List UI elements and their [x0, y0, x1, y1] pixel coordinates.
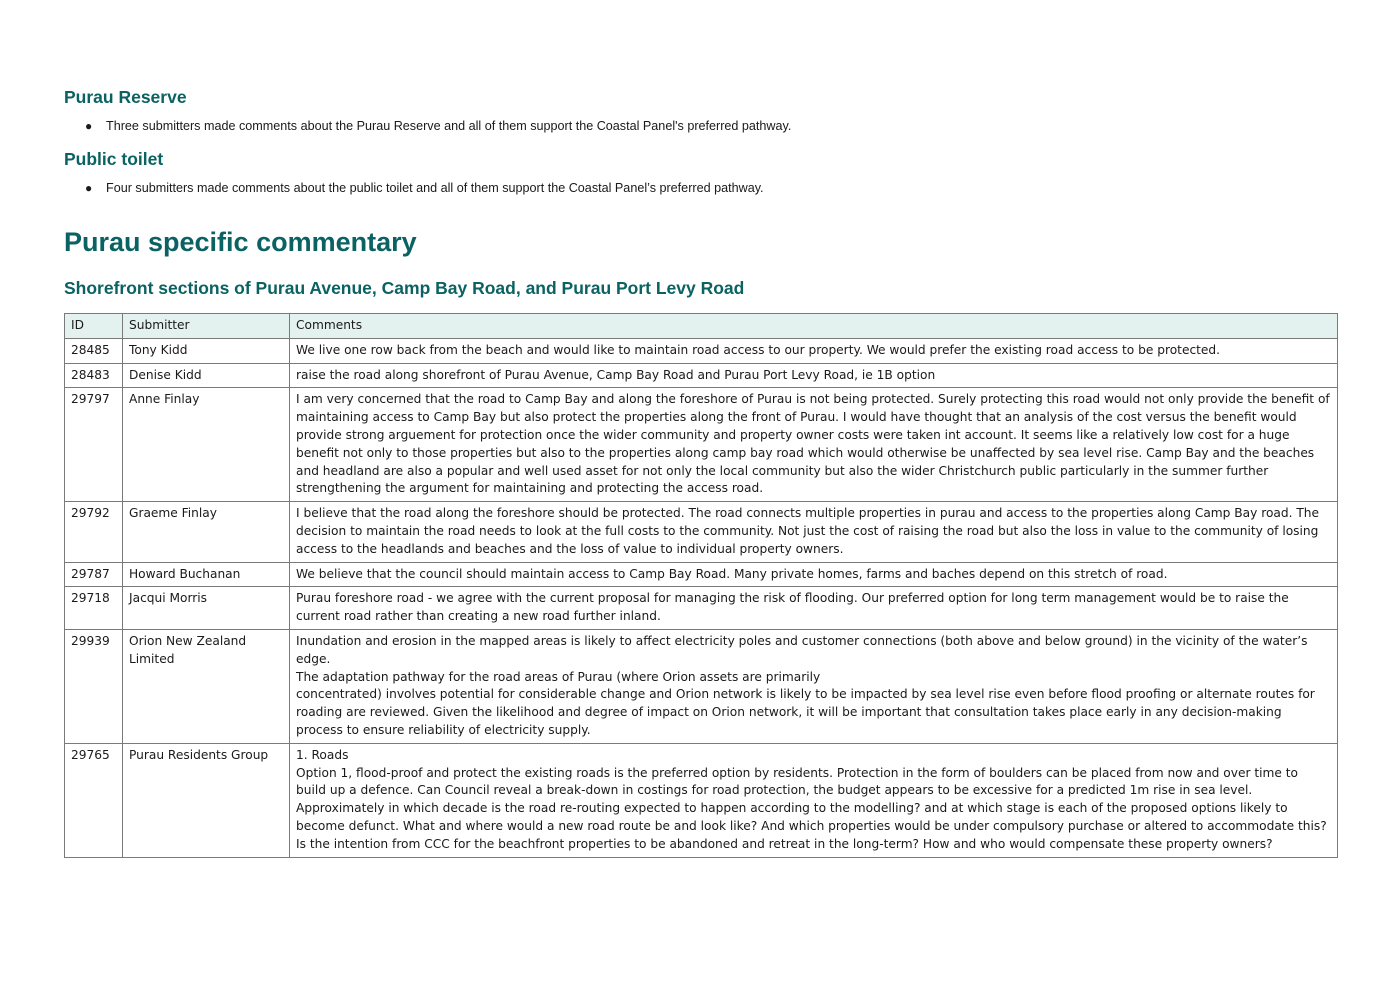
cell-id: 29797	[65, 388, 123, 502]
comment-paragraph: Approximately in which decade is the road re-routing expected to happen according to the modelling? and at which stage is each of the proposed options likely to become defunct. What and where would a new road route be and look like? And which properties would be under compulsory purchase or altered to accommodate this?	[296, 801, 1327, 833]
bullet-text: Four submitters made comments about the public toilet and all of them support the Coastal Panel’s preferred pathway.	[106, 181, 764, 195]
table-body	[65, 338, 1338, 857]
subheading-shorefront: Shorefront sections of Purau Avenue, Camp Bay Road, and Purau Port Levy Road	[64, 278, 745, 298]
cell-id: 29765	[65, 743, 123, 857]
table-header-row	[65, 314, 1338, 339]
cell-id: 28483	[65, 363, 123, 388]
table-row	[65, 388, 1338, 502]
comment-paragraph: The adaptation pathway for the road areas of Purau (where Orion assets are primarily	[296, 669, 821, 684]
comment-paragraph: Option 1, flood-proof and protect the existing roads is the preferred option by residents. Protection in the form of boulders can be placed from now and over time to build up a defence. Can Council reveal a break-down in costings for road protection, the budget appears to be excessive for a predicted 1m rise in sea level.	[296, 765, 1298, 798]
cell-comment	[290, 363, 1338, 388]
comment-paragraph: Inundation and erosion in the mapped areas is likely to affect electricity poles and customer connections (both above and below ground) in the vicinity of the water’s edge.	[296, 633, 1308, 666]
table-row	[65, 587, 1338, 630]
table-row	[65, 363, 1338, 388]
cell-comment	[290, 743, 1338, 857]
bullet-dot-icon: ●	[85, 119, 93, 133]
cell-submitter: Orion New Zealand Limited	[123, 629, 290, 743]
cell-id: 28485	[65, 338, 123, 363]
cell-comment	[290, 502, 1338, 562]
section-heading-purau-reserve: Purau Reserve	[64, 87, 187, 107]
cell-id: 29792	[65, 502, 123, 562]
cell-submitter: Tony Kidd	[123, 338, 290, 363]
cell-submitter: Graeme Finlay	[123, 502, 290, 562]
section-heading-public-toilet: Public toilet	[64, 149, 164, 169]
comment-paragraph: I believe that the road along the foreshore should be protected. The road connects multiple properties in purau and access to the properties along Camp Bay road. The decision to maintain the road needs to look at the full costs to the community. Not just the cost of raising the road but also the loss in value to the community of losing access to the headlands and beaches and the loss of value to individual property owners.	[296, 506, 1320, 556]
cell-comment	[290, 587, 1338, 630]
document-content	[64, 84, 1338, 858]
comment-paragraph: raise the road along shorefront of Purau Avenue, Camp Bay Road and Purau Port Levy Road, ie 1B option	[296, 367, 936, 382]
cell-id: 29718	[65, 587, 123, 630]
cell-comment	[290, 338, 1338, 363]
cell-comment	[290, 388, 1338, 502]
bullet-item	[64, 176, 1338, 200]
cell-id: 29939	[65, 629, 123, 743]
table-row	[65, 502, 1338, 562]
table-row	[65, 743, 1338, 857]
cell-submitter: Purau Residents Group	[123, 743, 290, 857]
column-header-submitter: Submitter	[123, 314, 290, 339]
column-header-id: ID	[65, 314, 123, 339]
cell-submitter: Howard Buchanan	[123, 562, 290, 587]
cell-id: 29787	[65, 562, 123, 587]
comment-paragraph: We believe that the council should maintain access to Camp Bay Road. Many private homes, farms and baches depend on this stretch of road.	[296, 566, 1168, 581]
table-row	[65, 562, 1338, 587]
bullet-dot-icon: ●	[85, 181, 93, 195]
comment-paragraph: We live one row back from the beach and would like to maintain road access to our property. We would prefer the existing road access to be protected.	[296, 342, 1221, 357]
table-row	[65, 629, 1338, 743]
comment-paragraph: Is the intention from CCC for the beachfront properties to be abandoned and retreat in the long-term? How and who would compensate these property owners?	[296, 836, 1273, 851]
cell-comment	[290, 562, 1338, 587]
comment-paragraph: Purau foreshore road - we agree with the current proposal for managing the risk of flooding. Our preferred option for long term management would be to raise the current road rather than creating a new road further inland.	[296, 591, 1289, 624]
page-heading-commentary: Purau specific commentary	[64, 227, 417, 257]
column-header-comments: Comments	[290, 314, 1338, 339]
bullet-list-purau-reserve	[64, 114, 1338, 138]
bullet-text: Three submitters made comments about the Purau Reserve and all of them support the Coastal Panel's preferred pathway.	[106, 119, 792, 133]
comment-paragraph: concentrated) involves potential for considerable change and Orion network is likely to be impacted by sea level rise even before flood proofing or alternate routes for roading are reviewed. Given the likelihood and degree of impact on Orion network, it will be important that consultation takes place early in any decision-making process to ensure reliability of electricity supply.	[296, 687, 1315, 737]
comment-paragraph: I am very concerned that the road to Camp Bay and along the foreshore of Purau is not being protected. Surely protecting this road would not only provide the benefit of maintaining access to Camp Bay but also protect the properties along the front of Purau. I would have thought that an analysis of the cost versus the benefit would provide strong arguement for protection once the wider community and property owner costs were taken int account. It seems like a relatively low cost for a huge benefit not only to those properties but also to the properties along camp bay road which would otherwise be unaffected by sea level rise. Camp Bay and the beaches and headland are also a popular and well used asset for not only the local community but also the wider Christchurch public particularly in the summer further strengthening the argument for maintaining and protecting the access road.	[296, 392, 1330, 496]
bullet-list-public-toilet	[64, 176, 1338, 200]
cell-submitter: Denise Kidd	[123, 363, 290, 388]
cell-submitter: Anne Finlay	[123, 388, 290, 502]
cell-submitter: Jacqui Morris	[123, 587, 290, 630]
bullet-item	[64, 114, 1338, 138]
cell-comment	[290, 629, 1338, 743]
comment-paragraph: 1. Roads	[296, 747, 349, 762]
table-row	[65, 338, 1338, 363]
comments-table	[64, 313, 1338, 858]
